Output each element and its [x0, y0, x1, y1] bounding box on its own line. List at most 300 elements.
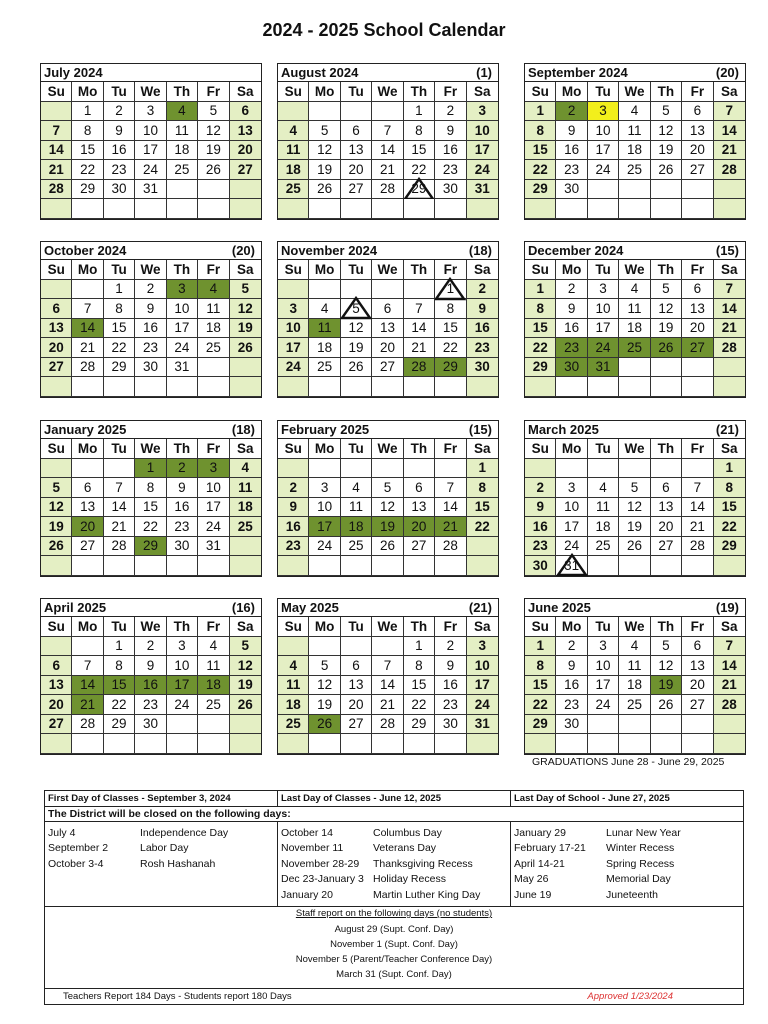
day-cell: 30 [525, 556, 556, 576]
weekday-header: Fr [435, 617, 466, 637]
empty-cell [104, 556, 135, 576]
empty-cell [525, 199, 556, 219]
day-cell: 5 [651, 102, 682, 122]
day-cell: 3 [135, 102, 166, 122]
day-cell: 14 [72, 319, 103, 339]
day-cell: 31 [588, 358, 619, 378]
day-cell: 7 [404, 299, 435, 319]
day-cell: 26 [41, 537, 72, 557]
day-cell: 15 [467, 498, 498, 518]
day-cell: 10 [167, 299, 198, 319]
staff-header: Staff report on the following days (no students) [295, 908, 493, 919]
holiday-date: Dec 23-January 3 [281, 873, 364, 886]
empty-cell [230, 734, 261, 754]
day-cell: 2 [104, 102, 135, 122]
day-cell: 24 [588, 160, 619, 180]
weekday-header: Su [41, 617, 72, 637]
day-cell: 9 [135, 656, 166, 676]
empty-cell [651, 180, 682, 200]
day-cell: 27 [682, 695, 713, 715]
day-cell: 9 [278, 498, 309, 518]
day-cell: 1 [104, 637, 135, 657]
weekday-header: Mo [309, 617, 340, 637]
day-cell: 15 [404, 676, 435, 696]
day-cell: 27 [404, 537, 435, 557]
day-cell: 17 [167, 319, 198, 339]
day-cell: 29 [714, 537, 745, 557]
weekday-header: Tu [341, 439, 372, 459]
day-cell: 16 [525, 517, 556, 537]
day-cell: 1 [104, 280, 135, 300]
day-cell: 13 [341, 141, 372, 161]
empty-cell [372, 199, 403, 219]
empty-cell [72, 556, 103, 576]
empty-cell [714, 715, 745, 735]
day-cell: 26 [309, 715, 340, 735]
month-name: May 2025 [281, 600, 339, 615]
day-cell: 19 [372, 517, 403, 537]
day-cell: 4 [167, 102, 198, 122]
empty-cell [341, 102, 372, 122]
empty-cell [372, 734, 403, 754]
weekday-header: Fr [682, 439, 713, 459]
day-cell: 13 [682, 121, 713, 141]
day-cell: 31 [556, 556, 587, 576]
graduations-note: GRADUATIONS June 28 - June 29, 2025 [532, 756, 725, 768]
day-cell: 27 [230, 160, 261, 180]
day-cell: 5 [230, 280, 261, 300]
day-cell: 17 [135, 141, 166, 161]
empty-cell [41, 280, 72, 300]
day-cell: 8 [404, 121, 435, 141]
day-cell: 5 [41, 478, 72, 498]
empty-cell [198, 377, 229, 397]
weekday-header: Su [525, 82, 556, 102]
day-cell: 6 [651, 478, 682, 498]
approved-stamp: Approved 1/23/2024 [587, 991, 673, 1002]
empty-cell [651, 199, 682, 219]
empty-cell [682, 358, 713, 378]
holiday-name: Spring Recess [606, 857, 675, 870]
empty-cell [404, 459, 435, 479]
empty-cell [167, 180, 198, 200]
day-cell: 23 [556, 695, 587, 715]
day-cell: 12 [341, 319, 372, 339]
weekday-header: Mo [556, 617, 587, 637]
day-cell: 11 [309, 319, 340, 339]
day-cell: 17 [588, 676, 619, 696]
day-cell: 21 [72, 338, 103, 358]
month-february-2025 [277, 420, 499, 577]
day-cell: 2 [435, 637, 466, 657]
day-cell: 17 [588, 141, 619, 161]
day-cell: 23 [435, 160, 466, 180]
day-cell: 14 [372, 141, 403, 161]
empty-cell [467, 734, 498, 754]
empty-cell [588, 180, 619, 200]
day-cell: 17 [167, 676, 198, 696]
holiday-row [281, 841, 507, 857]
day-cell: 4 [278, 121, 309, 141]
empty-cell [467, 377, 498, 397]
day-cell: 2 [135, 280, 166, 300]
empty-cell [278, 734, 309, 754]
month-day-count: (1) [476, 65, 492, 80]
empty-cell [278, 637, 309, 657]
day-cell: 22 [404, 160, 435, 180]
empty-cell [167, 556, 198, 576]
empty-cell [198, 715, 229, 735]
day-cell: 11 [588, 498, 619, 518]
empty-cell [372, 102, 403, 122]
day-cell: 30 [135, 358, 166, 378]
day-cell: 13 [404, 498, 435, 518]
day-cell: 4 [230, 459, 261, 479]
month-day-count: (15) [468, 422, 492, 437]
holiday-row [48, 841, 274, 857]
day-cell: 11 [167, 121, 198, 141]
day-cell: 18 [278, 695, 309, 715]
empty-cell [619, 734, 650, 754]
day-cell: 26 [651, 160, 682, 180]
month-march-2025 [524, 420, 746, 577]
day-cell: 23 [525, 537, 556, 557]
day-cell: 22 [525, 160, 556, 180]
day-cell: 4 [588, 478, 619, 498]
day-cell: 6 [404, 478, 435, 498]
holiday-name: Labor Day [140, 842, 189, 855]
empty-cell [135, 377, 166, 397]
day-cell: 21 [682, 517, 713, 537]
holiday-date: January 20 [281, 888, 333, 901]
empty-cell [714, 734, 745, 754]
day-cell: 7 [104, 478, 135, 498]
weekday-header: We [372, 260, 403, 280]
month-september-2024 [524, 63, 746, 220]
day-cell: 1 [404, 637, 435, 657]
day-cell: 16 [556, 676, 587, 696]
day-cell: 17 [556, 517, 587, 537]
day-cell: 29 [72, 180, 103, 200]
holiday-name: Holiday Recess [373, 873, 446, 886]
empty-cell [651, 715, 682, 735]
empty-cell [372, 280, 403, 300]
weekday-header: Th [651, 439, 682, 459]
day-cell: 28 [72, 358, 103, 378]
day-cell: 11 [230, 478, 261, 498]
day-cell: 18 [619, 141, 650, 161]
day-cell: 26 [341, 358, 372, 378]
weekday-header: Tu [341, 82, 372, 102]
day-cell: 5 [651, 637, 682, 657]
day-cell: 7 [72, 656, 103, 676]
day-cell: 25 [278, 715, 309, 735]
empty-cell [714, 377, 745, 397]
day-cell: 13 [41, 676, 72, 696]
day-cell: 26 [198, 160, 229, 180]
weekday-header: Sa [714, 82, 745, 102]
day-cell: 25 [198, 695, 229, 715]
empty-cell [72, 199, 103, 219]
day-cell: 5 [309, 656, 340, 676]
empty-cell [309, 199, 340, 219]
empty-cell [651, 358, 682, 378]
day-cell: 17 [588, 319, 619, 339]
weekday-header: We [619, 82, 650, 102]
day-cell: 5 [230, 637, 261, 657]
day-cell: 23 [467, 338, 498, 358]
day-cell: 19 [230, 676, 261, 696]
empty-cell [230, 537, 261, 557]
day-cell: 20 [682, 676, 713, 696]
day-cell: 19 [41, 517, 72, 537]
day-cell: 31 [198, 537, 229, 557]
day-cell: 14 [72, 676, 103, 696]
day-cell: 20 [230, 141, 261, 161]
empty-cell [525, 459, 556, 479]
day-cell: 25 [230, 517, 261, 537]
empty-cell [341, 280, 372, 300]
day-cell: 31 [167, 358, 198, 378]
weekday-header: Th [404, 439, 435, 459]
day-cell: 4 [278, 656, 309, 676]
weekday-header: Sa [467, 260, 498, 280]
day-cell: 18 [341, 517, 372, 537]
day-cell: 2 [167, 459, 198, 479]
empty-cell [619, 180, 650, 200]
empty-cell [104, 734, 135, 754]
empty-cell [230, 180, 261, 200]
weekday-header: Sa [467, 439, 498, 459]
weekday-header: Sa [230, 260, 261, 280]
day-cell: 25 [167, 160, 198, 180]
day-cell: 1 [135, 459, 166, 479]
day-cell: 15 [525, 141, 556, 161]
day-cell: 30 [467, 358, 498, 378]
day-cell: 24 [167, 338, 198, 358]
day-cell: 30 [556, 358, 587, 378]
day-cell: 14 [104, 498, 135, 518]
day-cell: 30 [435, 180, 466, 200]
empty-cell [198, 180, 229, 200]
empty-cell [309, 556, 340, 576]
empty-cell [435, 459, 466, 479]
day-cell: 4 [619, 280, 650, 300]
day-cell: 23 [167, 517, 198, 537]
holiday-name: Martin Luther King Day [373, 888, 481, 901]
empty-cell [435, 556, 466, 576]
last-day-of-classes: Last Day of Classes - June 12, 2025 [278, 791, 511, 806]
day-cell: 13 [682, 656, 713, 676]
day-cell: 1 [525, 637, 556, 657]
day-cell: 25 [341, 537, 372, 557]
holiday-name: Memorial Day [606, 873, 671, 886]
weekday-header: We [135, 617, 166, 637]
day-cell: 7 [72, 299, 103, 319]
day-cell: 29 [104, 715, 135, 735]
day-cell: 2 [278, 478, 309, 498]
day-cell: 8 [467, 478, 498, 498]
day-cell: 25 [309, 358, 340, 378]
weekday-header: We [372, 439, 403, 459]
weekday-header: Su [41, 439, 72, 459]
month-october-2024 [40, 241, 262, 398]
empty-cell [278, 459, 309, 479]
day-cell: 19 [619, 517, 650, 537]
holiday-row [281, 872, 507, 888]
day-cell: 28 [714, 695, 745, 715]
empty-cell [198, 556, 229, 576]
day-cell: 20 [372, 338, 403, 358]
weekday-header: We [135, 439, 166, 459]
empty-cell [278, 556, 309, 576]
day-cell: 19 [651, 319, 682, 339]
empty-cell [556, 199, 587, 219]
day-cell: 10 [588, 121, 619, 141]
day-cell: 29 [404, 715, 435, 735]
empty-cell [682, 734, 713, 754]
day-cell: 29 [404, 180, 435, 200]
day-cell: 19 [651, 141, 682, 161]
day-cell: 11 [619, 299, 650, 319]
day-cell: 12 [372, 498, 403, 518]
month-name: July 2024 [44, 65, 103, 80]
day-cell: 9 [167, 478, 198, 498]
weekday-header: Th [167, 82, 198, 102]
month-name: September 2024 [528, 65, 628, 80]
holiday-row [514, 887, 740, 903]
empty-cell [372, 556, 403, 576]
month-name: October 2024 [44, 243, 127, 258]
day-cell: 11 [278, 676, 309, 696]
weekday-header: Fr [682, 617, 713, 637]
day-cell: 28 [372, 715, 403, 735]
weekday-header: Mo [72, 82, 103, 102]
holiday-date: January 29 [514, 826, 566, 839]
day-cell: 10 [467, 121, 498, 141]
day-cell: 27 [41, 715, 72, 735]
day-cell: 13 [230, 121, 261, 141]
day-cell: 21 [714, 319, 745, 339]
day-cell: 30 [135, 715, 166, 735]
weekday-header: Tu [104, 617, 135, 637]
day-cell: 20 [72, 517, 103, 537]
day-cell: 6 [41, 299, 72, 319]
day-cell: 30 [556, 180, 587, 200]
day-cell: 3 [556, 478, 587, 498]
empty-cell [72, 734, 103, 754]
weekday-header: Sa [714, 617, 745, 637]
day-cell: 25 [588, 537, 619, 557]
weekday-header: Th [404, 260, 435, 280]
day-cell: 10 [556, 498, 587, 518]
weekday-header: Tu [341, 617, 372, 637]
weekday-header: We [619, 439, 650, 459]
empty-cell [619, 715, 650, 735]
day-cell: 10 [135, 121, 166, 141]
empty-cell [341, 377, 372, 397]
empty-cell [309, 459, 340, 479]
day-cell: 7 [372, 656, 403, 676]
day-cell: 18 [198, 319, 229, 339]
day-cell: 12 [309, 141, 340, 161]
empty-cell [467, 556, 498, 576]
day-cell: 7 [682, 478, 713, 498]
weekday-header: Mo [556, 82, 587, 102]
day-cell: 29 [525, 180, 556, 200]
holiday-name: Columbus Day [373, 826, 442, 839]
day-cell: 24 [167, 695, 198, 715]
empty-cell [651, 556, 682, 576]
holiday-date: February 17-21 [514, 842, 586, 855]
holiday-name: Juneteenth [606, 888, 658, 901]
month-name: June 2025 [528, 600, 591, 615]
day-cell: 9 [435, 121, 466, 141]
day-cell: 25 [198, 338, 229, 358]
day-cell: 27 [372, 358, 403, 378]
day-cell: 8 [525, 656, 556, 676]
empty-cell [309, 280, 340, 300]
holiday-row [281, 825, 507, 841]
holiday-date: June 19 [514, 888, 552, 901]
holiday-name: Independence Day [140, 826, 229, 839]
empty-cell [341, 734, 372, 754]
day-cell: 21 [404, 338, 435, 358]
day-cell: 24 [467, 695, 498, 715]
weekday-header: Th [167, 439, 198, 459]
month-day-count: (21) [715, 422, 739, 437]
empty-cell [41, 556, 72, 576]
weekday-header: Fr [682, 260, 713, 280]
weekday-header: Su [278, 617, 309, 637]
day-cell: 28 [714, 160, 745, 180]
weekday-header: Fr [435, 439, 466, 459]
day-cell: 23 [435, 695, 466, 715]
holiday-row [514, 841, 740, 857]
day-cell: 16 [556, 141, 587, 161]
day-cell: 1 [404, 102, 435, 122]
weekday-header: Mo [309, 260, 340, 280]
holiday-date: May 26 [514, 873, 549, 886]
day-cell: 5 [372, 478, 403, 498]
empty-cell [588, 377, 619, 397]
day-cell: 17 [467, 676, 498, 696]
day-cell: 24 [467, 160, 498, 180]
day-cell: 18 [588, 517, 619, 537]
day-cell: 6 [341, 656, 372, 676]
day-cell: 20 [682, 141, 713, 161]
day-cell: 27 [341, 715, 372, 735]
day-cell: 4 [198, 280, 229, 300]
day-cell: 17 [198, 498, 229, 518]
day-cell: 19 [651, 676, 682, 696]
day-cell: 16 [167, 498, 198, 518]
empty-cell [278, 280, 309, 300]
month-day-count: (19) [715, 600, 739, 615]
day-cell: 10 [278, 319, 309, 339]
day-cell: 6 [341, 121, 372, 141]
day-cell: 6 [682, 280, 713, 300]
day-cell: 19 [309, 160, 340, 180]
day-cell: 14 [714, 656, 745, 676]
day-cell: 31 [467, 715, 498, 735]
day-cell: 8 [435, 299, 466, 319]
empty-cell [404, 377, 435, 397]
weekday-header: Tu [588, 617, 619, 637]
day-cell: 23 [556, 338, 587, 358]
weekday-header: We [372, 82, 403, 102]
empty-cell [372, 459, 403, 479]
